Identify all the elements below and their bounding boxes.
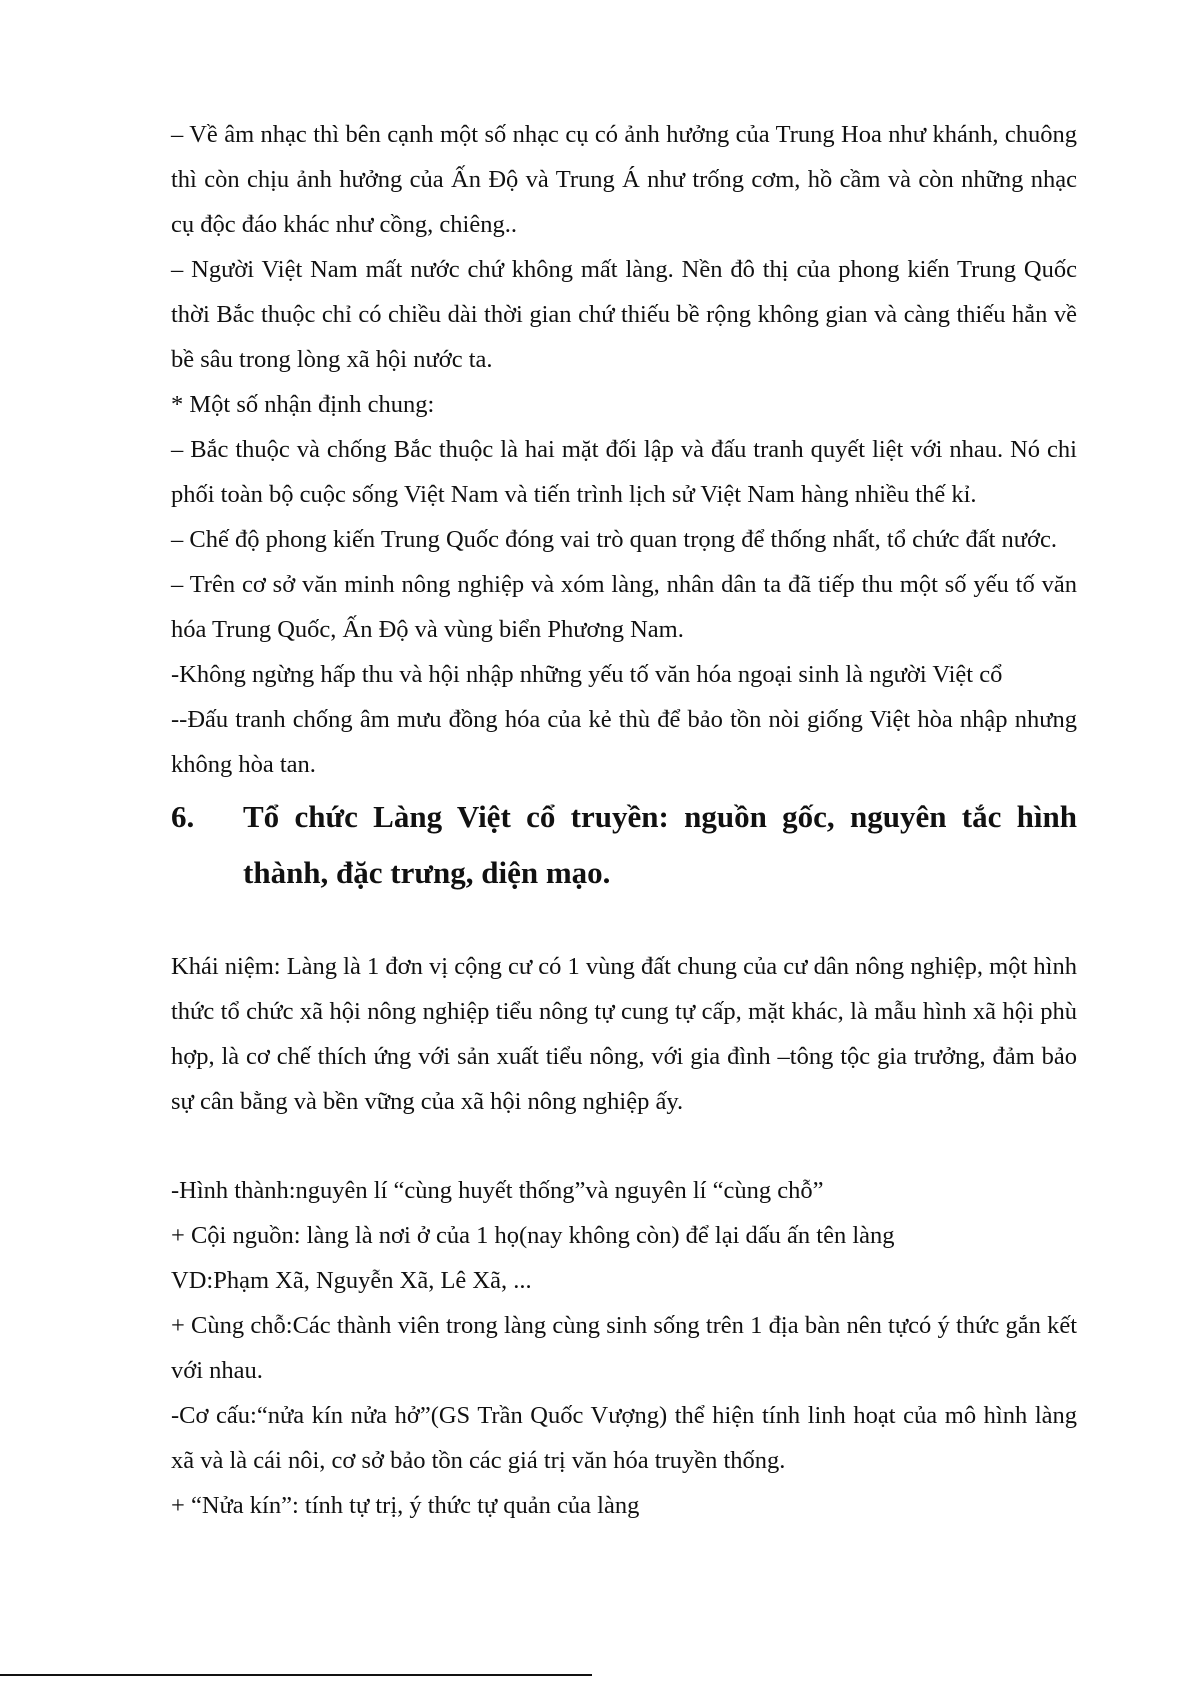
paragraph-half-closed: + “Nửa kín”: tính tự trị, ý thức tự quản của làng <box>171 1492 640 1519</box>
paragraph-civilization: – Trên cơ sở văn minh nông nghiệp và xóm làng, nhân dân ta đã tiếp thu một số yếu tố văn hóa Trung Quốc, Ấn Độ và vùng biển Phương Nam. <box>171 571 1077 643</box>
paragraph-feudal-regime: – Chế độ phong kiến Trung Quốc đóng vai trò quan trọng để thống nhất, tổ chức đất nước. <box>171 526 1058 553</box>
paragraph-resist-assimilation: --Đấu tranh chống âm mưu đồng hóa của kẻ thù để bảo tồn nòi giống Việt hòa nhập nhưng không hòa tan. <box>171 706 1077 778</box>
paragraph-north-domination: – Bắc thuộc và chống Bắc thuộc là hai mặt đối lập và đấu tranh quyết liệt với nhau. Nó chi phối toàn bộ cuộc sống Việt Nam và tiến trình lịch sử Việt Nam hàng nhiều thế kỉ. <box>171 436 1077 508</box>
section-heading <box>171 789 1077 901</box>
page-content <box>171 112 1077 1528</box>
paragraph-village: – Người Việt Nam mất nước chứ không mất làng. Nền đô thị của phong kiến Trung Quốc thời Bắc thuộc chỉ có chiều dài thời gian chứ thiếu bề rộng không gian và càng thiếu hẳn về bề sâu trong lòng xã hội nước ta. <box>171 256 1077 373</box>
section-title: Tổ chức Làng Việt cổ truyền: nguồn gốc, nguyên tắc hình thành, đặc trưng, diện mạo. <box>243 799 1077 890</box>
paragraph-general-remarks: * Một số nhận định chung: <box>171 391 435 418</box>
spacer <box>171 901 1077 944</box>
paragraph-same-place: + Cùng chỗ:Các thành viên trong làng cùng sinh sống trên 1 địa bàn nên tựcó ý thức gắn kết với nhau. <box>171 1312 1077 1384</box>
paragraph-formation: -Hình thành:nguyên lí “cùng huyết thống”và nguyên lí “cùng chỗ” <box>171 1177 824 1204</box>
paragraph-structure: -Cơ cấu:“nửa kín nửa hở”(GS Trần Quốc Vượng) thể hiện tính linh hoạt của mô hình làng xã và là cái nôi, cơ sở bảo tồn các giá trị văn hóa truyền thống. <box>171 1402 1077 1474</box>
paragraph-concept: Khái niệm: Làng là 1 đơn vị cộng cư có 1 vùng đất chung của cư dân nông nghiệp, một hình thức tổ chức xã hội nông nghiệp tiểu nông tự cung tự cấp, mặt khác, là mẫu hình xã hội phù hợp, là cơ chế thích ứng với sản xuất tiểu nông, với gia đình –tông tộc gia trưởng, đảm bảo sự cân bằng và bền vững của xã hội nông nghiệp ấy. <box>171 953 1077 1115</box>
paragraph-music: – Về âm nhạc thì bên cạnh một số nhạc cụ có ảnh hưởng của Trung Hoa như khánh, chuông thì còn chịu ảnh hưởng của Ấn Độ và Trung Á như trống cơm, hồ cầm và còn những nhạc cụ độc đáo khác như cồng, chiêng.. <box>171 121 1077 238</box>
section-number: 6. <box>171 799 195 834</box>
paragraph-origin: + Cội nguồn: làng là nơi ở của 1 họ(nay không còn) để lại dấu ấn tên làng <box>171 1222 895 1249</box>
paragraph-absorb-culture: -Không ngừng hấp thu và hội nhập những yếu tố văn hóa ngoại sinh là người Việt cổ <box>171 661 1003 688</box>
footnote-separator-line <box>0 1674 592 1676</box>
paragraph-example: VD:Phạm Xã, Nguyễn Xã, Lê Xã, ... <box>171 1267 532 1294</box>
spacer <box>171 1124 1077 1168</box>
